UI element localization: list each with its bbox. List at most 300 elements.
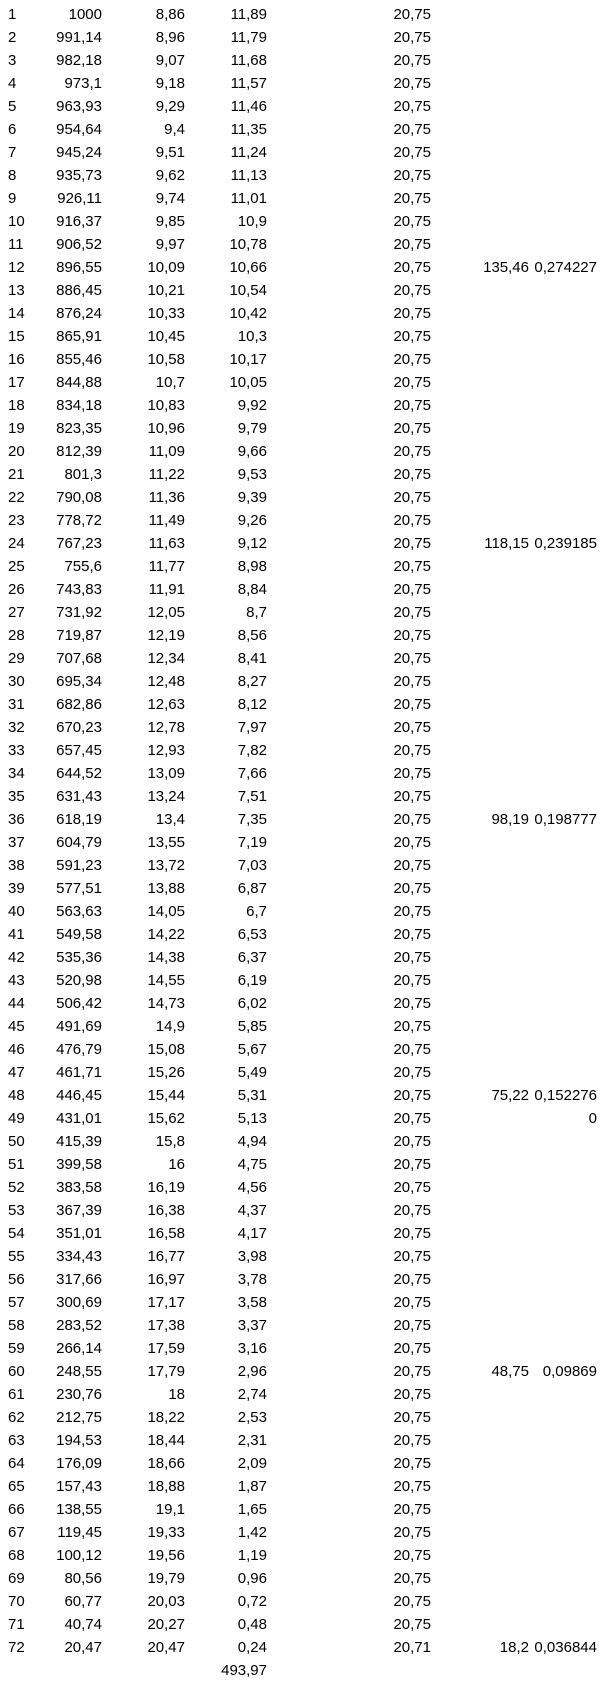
cell-interest[interactable]: 2,09 xyxy=(237,1455,267,1472)
cell-balance[interactable]: 60,77 xyxy=(64,1593,102,1610)
cell-balance[interactable]: 535,36 xyxy=(56,949,102,966)
cell-row-number[interactable]: 53 xyxy=(8,1202,25,1219)
cell-principal[interactable]: 15,62 xyxy=(147,1110,185,1127)
cell-payment[interactable]: 20,75 xyxy=(393,1455,431,1472)
cell-row-number[interactable]: 27 xyxy=(8,604,25,621)
cell-row-number[interactable]: 52 xyxy=(8,1179,25,1196)
cell-row-number[interactable]: 62 xyxy=(8,1409,25,1426)
cell-payment[interactable]: 20,75 xyxy=(393,1202,431,1219)
cell-row-number[interactable]: 15 xyxy=(8,328,25,345)
cell-principal[interactable]: 19,79 xyxy=(147,1570,185,1587)
cell-interest[interactable]: 6,37 xyxy=(237,949,267,966)
cell-payment[interactable]: 20,75 xyxy=(393,121,431,138)
cell-row-number[interactable]: 28 xyxy=(8,627,25,644)
cell-payment[interactable]: 20,75 xyxy=(393,213,431,230)
cell-interest[interactable]: 9,12 xyxy=(237,535,267,552)
cell-sum[interactable]: 98,19 xyxy=(491,811,529,828)
cell-interest[interactable]: 10,78 xyxy=(229,236,267,253)
cell-interest[interactable]: 8,56 xyxy=(237,627,267,644)
cell-row-number[interactable]: 72 xyxy=(8,1639,25,1656)
cell-payment[interactable]: 20,75 xyxy=(393,328,431,345)
cell-payment[interactable]: 20,75 xyxy=(393,834,431,851)
cell-payment[interactable]: 20,75 xyxy=(393,1087,431,1104)
cell-principal[interactable]: 20,27 xyxy=(147,1616,185,1633)
cell-interest[interactable]: 11,89 xyxy=(230,6,267,23)
cell-interest[interactable]: 6,87 xyxy=(237,880,267,897)
cell-balance[interactable]: 731,92 xyxy=(56,604,102,621)
cell-sum[interactable]: 118,15 xyxy=(484,535,529,552)
cell-interest[interactable]: 1,87 xyxy=(237,1478,267,1495)
cell-principal[interactable]: 16,97 xyxy=(147,1271,185,1288)
cell-payment[interactable]: 20,75 xyxy=(393,1386,431,1403)
cell-balance[interactable]: 491,69 xyxy=(56,1018,102,1035)
cell-principal[interactable]: 11,77 xyxy=(148,558,185,575)
cell-balance[interactable]: 20,47 xyxy=(64,1639,102,1656)
cell-row-number[interactable]: 31 xyxy=(8,696,25,713)
cell-balance[interactable]: 461,71 xyxy=(56,1064,102,1081)
cell-balance[interactable]: 506,42 xyxy=(56,995,102,1012)
cell-interest[interactable]: 9,79 xyxy=(237,420,267,437)
cell-payment[interactable]: 20,75 xyxy=(393,857,431,874)
cell-ratio[interactable]: 0,239185 xyxy=(534,535,597,552)
cell-interest[interactable]: 1,42 xyxy=(237,1524,267,1541)
cell-payment[interactable]: 20,71 xyxy=(393,1639,431,1656)
cell-interest[interactable]: 493,97 xyxy=(221,1662,267,1679)
cell-interest[interactable]: 2,74 xyxy=(237,1386,267,1403)
cell-principal[interactable]: 11,91 xyxy=(148,581,185,598)
cell-payment[interactable]: 20,75 xyxy=(393,420,431,437)
cell-payment[interactable]: 20,75 xyxy=(393,259,431,276)
cell-payment[interactable]: 20,75 xyxy=(393,144,431,161)
cell-payment[interactable]: 20,75 xyxy=(393,1524,431,1541)
cell-balance[interactable]: 886,45 xyxy=(56,282,102,299)
cell-payment[interactable]: 20,75 xyxy=(393,604,431,621)
cell-row-number[interactable]: 60 xyxy=(8,1363,25,1380)
cell-payment[interactable]: 20,75 xyxy=(393,1432,431,1449)
cell-row-number[interactable]: 13 xyxy=(8,282,25,299)
cell-sum[interactable]: 135,46 xyxy=(483,259,529,276)
cell-row-number[interactable]: 4 xyxy=(8,75,17,92)
cell-balance[interactable]: 157,43 xyxy=(56,1478,102,1495)
cell-payment[interactable]: 20,75 xyxy=(393,581,431,598)
cell-sum[interactable]: 18,2 xyxy=(499,1639,529,1656)
cell-interest[interactable]: 11,24 xyxy=(230,144,267,161)
cell-row-number[interactable]: 33 xyxy=(8,742,25,759)
cell-row-number[interactable]: 64 xyxy=(8,1455,25,1472)
cell-row-number[interactable]: 16 xyxy=(8,351,25,368)
cell-interest[interactable]: 9,53 xyxy=(237,466,267,483)
cell-balance[interactable]: 1000 xyxy=(68,6,102,23)
cell-interest[interactable]: 6,7 xyxy=(246,903,267,920)
cell-payment[interactable]: 20,75 xyxy=(393,1110,431,1127)
cell-principal[interactable]: 10,33 xyxy=(147,305,185,322)
cell-row-number[interactable]: 12 xyxy=(8,259,25,276)
cell-payment[interactable]: 20,75 xyxy=(393,1547,431,1564)
cell-interest[interactable]: 3,78 xyxy=(237,1271,267,1288)
cell-principal[interactable]: 12,19 xyxy=(147,627,185,644)
cell-principal[interactable]: 8,96 xyxy=(155,29,185,46)
cell-row-number[interactable]: 41 xyxy=(8,926,25,943)
cell-payment[interactable]: 20,75 xyxy=(393,1570,431,1587)
cell-row-number[interactable]: 51 xyxy=(8,1156,25,1173)
cell-payment[interactable]: 20,75 xyxy=(393,1294,431,1311)
cell-principal[interactable]: 16,58 xyxy=(147,1225,185,1242)
cell-payment[interactable]: 20,75 xyxy=(393,466,431,483)
cell-principal[interactable]: 8,86 xyxy=(155,6,185,23)
cell-balance[interactable]: 945,24 xyxy=(56,144,102,161)
cell-balance[interactable]: 844,88 xyxy=(56,374,102,391)
cell-interest[interactable]: 10,3 xyxy=(237,328,267,345)
cell-balance[interactable]: 334,43 xyxy=(56,1248,102,1265)
cell-interest[interactable]: 10,54 xyxy=(229,282,267,299)
cell-balance[interactable]: 695,34 xyxy=(56,673,102,690)
cell-interest[interactable]: 9,66 xyxy=(237,443,267,460)
cell-row-number[interactable]: 10 xyxy=(8,213,25,230)
cell-principal[interactable]: 12,78 xyxy=(147,719,185,736)
cell-principal[interactable]: 12,93 xyxy=(147,742,185,759)
cell-row-number[interactable]: 30 xyxy=(8,673,25,690)
cell-row-number[interactable]: 25 xyxy=(8,558,25,575)
cell-payment[interactable]: 20,75 xyxy=(393,29,431,46)
cell-balance[interactable]: 431,01 xyxy=(56,1110,102,1127)
cell-interest[interactable]: 8,27 xyxy=(237,673,267,690)
cell-payment[interactable]: 20,75 xyxy=(393,397,431,414)
cell-sum[interactable]: 75,22 xyxy=(491,1087,529,1104)
cell-principal[interactable]: 10,58 xyxy=(147,351,185,368)
cell-principal[interactable]: 13,24 xyxy=(147,788,185,805)
cell-principal[interactable]: 9,74 xyxy=(155,190,185,207)
cell-payment[interactable]: 20,75 xyxy=(393,811,431,828)
cell-row-number[interactable]: 45 xyxy=(8,1018,25,1035)
cell-principal[interactable]: 11,22 xyxy=(148,466,185,483)
cell-principal[interactable]: 12,05 xyxy=(147,604,185,621)
cell-balance[interactable]: 367,39 xyxy=(56,1202,102,1219)
cell-principal[interactable]: 14,73 xyxy=(147,995,185,1012)
cell-payment[interactable]: 20,75 xyxy=(393,190,431,207)
cell-row-number[interactable]: 37 xyxy=(8,834,25,851)
cell-payment[interactable]: 20,75 xyxy=(393,167,431,184)
cell-payment[interactable]: 20,75 xyxy=(393,236,431,253)
cell-principal[interactable]: 15,8 xyxy=(155,1133,185,1150)
cell-payment[interactable]: 20,75 xyxy=(393,696,431,713)
cell-principal[interactable]: 9,85 xyxy=(155,213,185,230)
cell-principal[interactable]: 20,03 xyxy=(147,1593,185,1610)
cell-balance[interactable]: 604,79 xyxy=(56,834,102,851)
cell-principal[interactable]: 18,22 xyxy=(147,1409,185,1426)
cell-payment[interactable]: 20,75 xyxy=(393,98,431,115)
cell-principal[interactable]: 14,9 xyxy=(155,1018,185,1035)
cell-principal[interactable]: 19,33 xyxy=(147,1524,185,1541)
cell-interest[interactable]: 0,24 xyxy=(237,1639,267,1656)
cell-principal[interactable]: 17,38 xyxy=(147,1317,185,1334)
cell-principal[interactable]: 15,08 xyxy=(147,1041,185,1058)
cell-interest[interactable]: 8,84 xyxy=(237,581,267,598)
cell-principal[interactable]: 14,05 xyxy=(147,903,185,920)
cell-sum[interactable]: 48,75 xyxy=(491,1363,529,1380)
cell-principal[interactable]: 18 xyxy=(168,1386,185,1403)
cell-principal[interactable]: 15,44 xyxy=(147,1087,185,1104)
cell-row-number[interactable]: 29 xyxy=(8,650,25,667)
cell-payment[interactable]: 20,75 xyxy=(393,1018,431,1035)
cell-row-number[interactable]: 69 xyxy=(8,1570,25,1587)
cell-ratio[interactable]: 0 xyxy=(588,1110,597,1127)
cell-balance[interactable]: 415,39 xyxy=(56,1133,102,1150)
cell-balance[interactable]: 916,37 xyxy=(56,213,102,230)
cell-ratio[interactable]: 0,274227 xyxy=(534,259,597,276)
cell-principal[interactable]: 10,45 xyxy=(147,328,185,345)
cell-balance[interactable]: 755,6 xyxy=(64,558,102,575)
cell-principal[interactable]: 18,88 xyxy=(147,1478,185,1495)
cell-payment[interactable]: 20,75 xyxy=(393,903,431,920)
cell-balance[interactable]: 476,79 xyxy=(56,1041,102,1058)
cell-ratio[interactable]: 0,036844 xyxy=(534,1639,597,1656)
cell-payment[interactable]: 20,75 xyxy=(393,1616,431,1633)
cell-row-number[interactable]: 17 xyxy=(8,374,25,391)
cell-row-number[interactable]: 32 xyxy=(8,719,25,736)
cell-row-number[interactable]: 26 xyxy=(8,581,25,598)
cell-balance[interactable]: 657,45 xyxy=(56,742,102,759)
cell-interest[interactable]: 0,48 xyxy=(237,1616,267,1633)
cell-balance[interactable]: 973,1 xyxy=(64,75,102,92)
cell-interest[interactable]: 11,57 xyxy=(230,75,267,92)
cell-interest[interactable]: 7,03 xyxy=(237,857,267,874)
cell-principal[interactable]: 9,07 xyxy=(155,52,185,69)
cell-balance[interactable]: 935,73 xyxy=(56,167,102,184)
cell-payment[interactable]: 20,75 xyxy=(393,489,431,506)
cell-payment[interactable]: 20,75 xyxy=(393,1041,431,1058)
cell-balance[interactable]: 801,3 xyxy=(64,466,102,483)
cell-payment[interactable]: 20,75 xyxy=(393,1064,431,1081)
cell-balance[interactable]: 138,55 xyxy=(56,1501,102,1518)
cell-interest[interactable]: 5,31 xyxy=(237,1087,267,1104)
cell-row-number[interactable]: 23 xyxy=(8,512,25,529)
cell-interest[interactable]: 9,92 xyxy=(237,397,267,414)
cell-row-number[interactable]: 39 xyxy=(8,880,25,897)
cell-row-number[interactable]: 36 xyxy=(8,811,25,828)
cell-row-number[interactable]: 58 xyxy=(8,1317,25,1334)
cell-row-number[interactable]: 9 xyxy=(8,190,17,207)
cell-principal[interactable]: 13,55 xyxy=(147,834,185,851)
cell-balance[interactable]: 896,55 xyxy=(56,259,102,276)
cell-payment[interactable]: 20,75 xyxy=(393,1409,431,1426)
cell-row-number[interactable]: 50 xyxy=(8,1133,25,1150)
cell-payment[interactable]: 20,75 xyxy=(393,742,431,759)
cell-row-number[interactable]: 2 xyxy=(8,29,17,46)
cell-interest[interactable]: 4,17 xyxy=(237,1225,267,1242)
cell-principal[interactable]: 20,47 xyxy=(147,1639,185,1656)
cell-principal[interactable]: 11,63 xyxy=(148,535,185,552)
cell-interest[interactable]: 1,65 xyxy=(237,1501,267,1518)
cell-payment[interactable]: 20,75 xyxy=(393,1271,431,1288)
cell-row-number[interactable]: 6 xyxy=(8,121,17,138)
cell-payment[interactable]: 20,75 xyxy=(393,1340,431,1357)
cell-interest[interactable]: 6,02 xyxy=(237,995,267,1012)
cell-balance[interactable]: 876,24 xyxy=(56,305,102,322)
cell-balance[interactable]: 100,12 xyxy=(56,1547,102,1564)
cell-interest[interactable]: 10,05 xyxy=(229,374,267,391)
cell-interest[interactable]: 6,53 xyxy=(237,926,267,943)
cell-balance[interactable]: 767,23 xyxy=(56,535,102,552)
cell-row-number[interactable]: 54 xyxy=(8,1225,25,1242)
cell-row-number[interactable]: 48 xyxy=(8,1087,25,1104)
cell-interest[interactable]: 9,26 xyxy=(237,512,267,529)
cell-interest[interactable]: 4,37 xyxy=(237,1202,267,1219)
cell-interest[interactable]: 2,31 xyxy=(237,1432,267,1449)
cell-interest[interactable]: 3,37 xyxy=(237,1317,267,1334)
cell-balance[interactable]: 591,23 xyxy=(56,857,102,874)
cell-principal[interactable]: 16,38 xyxy=(147,1202,185,1219)
cell-interest[interactable]: 4,56 xyxy=(237,1179,267,1196)
cell-principal[interactable]: 14,55 xyxy=(147,972,185,989)
cell-row-number[interactable]: 35 xyxy=(8,788,25,805)
cell-interest[interactable]: 11,46 xyxy=(230,98,267,115)
cell-payment[interactable]: 20,75 xyxy=(393,1179,431,1196)
cell-balance[interactable]: 194,53 xyxy=(56,1432,102,1449)
cell-payment[interactable]: 20,75 xyxy=(393,673,431,690)
cell-principal[interactable]: 17,79 xyxy=(147,1363,185,1380)
cell-balance[interactable]: 790,08 xyxy=(56,489,102,506)
cell-interest[interactable]: 1,19 xyxy=(237,1547,267,1564)
cell-balance[interactable]: 383,58 xyxy=(56,1179,102,1196)
cell-principal[interactable]: 13,88 xyxy=(147,880,185,897)
cell-principal[interactable]: 10,09 xyxy=(147,259,185,276)
cell-interest[interactable]: 0,96 xyxy=(237,1570,267,1587)
cell-interest[interactable]: 11,68 xyxy=(230,52,267,69)
cell-payment[interactable]: 20,75 xyxy=(393,305,431,322)
cell-balance[interactable]: 230,76 xyxy=(56,1386,102,1403)
cell-interest[interactable]: 8,41 xyxy=(237,650,267,667)
cell-payment[interactable]: 20,75 xyxy=(393,1363,431,1380)
cell-principal[interactable]: 11,09 xyxy=(148,443,185,460)
cell-interest[interactable]: 11,01 xyxy=(230,190,267,207)
cell-row-number[interactable]: 7 xyxy=(8,144,17,161)
cell-interest[interactable]: 5,85 xyxy=(237,1018,267,1035)
cell-principal[interactable]: 16,19 xyxy=(147,1179,185,1196)
cell-payment[interactable]: 20,75 xyxy=(393,1501,431,1518)
cell-row-number[interactable]: 46 xyxy=(8,1041,25,1058)
cell-balance[interactable]: 266,14 xyxy=(56,1340,102,1357)
cell-balance[interactable]: 351,01 xyxy=(56,1225,102,1242)
cell-principal[interactable]: 14,22 xyxy=(147,926,185,943)
cell-interest[interactable]: 10,9 xyxy=(237,213,267,230)
cell-principal[interactable]: 9,62 xyxy=(155,167,185,184)
cell-balance[interactable]: 520,98 xyxy=(56,972,102,989)
cell-row-number[interactable]: 5 xyxy=(8,98,17,115)
cell-interest[interactable]: 7,19 xyxy=(237,834,267,851)
cell-balance[interactable]: 855,46 xyxy=(56,351,102,368)
cell-interest[interactable]: 5,13 xyxy=(237,1110,267,1127)
cell-payment[interactable]: 20,75 xyxy=(393,1225,431,1242)
cell-row-number[interactable]: 65 xyxy=(8,1478,25,1495)
cell-row-number[interactable]: 57 xyxy=(8,1294,25,1311)
cell-principal[interactable]: 12,34 xyxy=(147,650,185,667)
cell-principal[interactable]: 9,29 xyxy=(155,98,185,115)
cell-interest[interactable]: 7,97 xyxy=(237,719,267,736)
cell-principal[interactable]: 10,7 xyxy=(155,374,185,391)
cell-row-number[interactable]: 66 xyxy=(8,1501,25,1518)
cell-interest[interactable]: 4,75 xyxy=(237,1156,267,1173)
cell-interest[interactable]: 3,16 xyxy=(237,1340,267,1357)
cell-payment[interactable]: 20,75 xyxy=(393,75,431,92)
cell-balance[interactable]: 963,93 xyxy=(56,98,102,115)
cell-principal[interactable]: 10,21 xyxy=(147,282,185,299)
cell-row-number[interactable]: 49 xyxy=(8,1110,25,1127)
cell-principal[interactable]: 17,17 xyxy=(147,1294,185,1311)
cell-interest[interactable]: 7,51 xyxy=(237,788,267,805)
cell-payment[interactable]: 20,75 xyxy=(393,765,431,782)
cell-balance[interactable]: 865,91 xyxy=(56,328,102,345)
cell-principal[interactable]: 12,63 xyxy=(147,696,185,713)
cell-payment[interactable]: 20,75 xyxy=(393,535,431,552)
cell-interest[interactable]: 3,98 xyxy=(237,1248,267,1265)
cell-payment[interactable]: 20,75 xyxy=(393,719,431,736)
cell-balance[interactable]: 719,87 xyxy=(56,627,102,644)
cell-row-number[interactable]: 21 xyxy=(8,466,25,483)
cell-principal[interactable]: 9,51 xyxy=(155,144,185,161)
cell-row-number[interactable]: 1 xyxy=(8,6,17,23)
cell-payment[interactable]: 20,75 xyxy=(393,443,431,460)
cell-balance[interactable]: 926,11 xyxy=(57,190,102,207)
cell-row-number[interactable]: 3 xyxy=(8,52,17,69)
cell-row-number[interactable]: 71 xyxy=(8,1616,25,1633)
cell-payment[interactable]: 20,75 xyxy=(393,1133,431,1150)
cell-balance[interactable]: 212,75 xyxy=(56,1409,102,1426)
cell-balance[interactable]: 743,83 xyxy=(56,581,102,598)
cell-row-number[interactable]: 8 xyxy=(8,167,17,184)
cell-row-number[interactable]: 38 xyxy=(8,857,25,874)
cell-payment[interactable]: 20,75 xyxy=(393,1248,431,1265)
cell-interest[interactable]: 9,39 xyxy=(237,489,267,506)
cell-interest[interactable]: 8,7 xyxy=(246,604,267,621)
cell-row-number[interactable]: 68 xyxy=(8,1547,25,1564)
cell-row-number[interactable]: 70 xyxy=(8,1593,25,1610)
cell-payment[interactable]: 20,75 xyxy=(393,512,431,529)
cell-row-number[interactable]: 24 xyxy=(8,535,25,552)
cell-principal[interactable]: 12,48 xyxy=(147,673,185,690)
cell-interest[interactable]: 0,72 xyxy=(237,1593,267,1610)
cell-row-number[interactable]: 20 xyxy=(8,443,25,460)
cell-balance[interactable]: 631,43 xyxy=(56,788,102,805)
cell-principal[interactable]: 10,96 xyxy=(147,420,185,437)
cell-payment[interactable]: 20,75 xyxy=(393,926,431,943)
cell-payment[interactable]: 20,75 xyxy=(393,374,431,391)
cell-interest[interactable]: 7,82 xyxy=(237,742,267,759)
cell-balance[interactable]: 834,18 xyxy=(56,397,102,414)
cell-balance[interactable]: 248,55 xyxy=(56,1363,102,1380)
cell-balance[interactable]: 176,09 xyxy=(56,1455,102,1472)
cell-interest[interactable]: 11,13 xyxy=(230,167,267,184)
cell-balance[interactable]: 300,69 xyxy=(56,1294,102,1311)
cell-balance[interactable]: 618,19 xyxy=(56,811,102,828)
cell-interest[interactable]: 7,66 xyxy=(237,765,267,782)
cell-balance[interactable]: 982,18 xyxy=(56,52,102,69)
cell-principal[interactable]: 11,36 xyxy=(148,489,185,506)
cell-payment[interactable]: 20,75 xyxy=(393,650,431,667)
cell-interest[interactable]: 8,98 xyxy=(237,558,267,575)
cell-payment[interactable]: 20,75 xyxy=(393,972,431,989)
cell-principal[interactable]: 13,4 xyxy=(155,811,185,828)
cell-balance[interactable]: 670,23 xyxy=(56,719,102,736)
cell-row-number[interactable]: 56 xyxy=(8,1271,25,1288)
cell-interest[interactable]: 11,35 xyxy=(230,121,267,138)
cell-principal[interactable]: 13,09 xyxy=(147,765,185,782)
cell-balance[interactable]: 446,45 xyxy=(56,1087,102,1104)
cell-row-number[interactable]: 67 xyxy=(8,1524,25,1541)
cell-balance[interactable]: 80,56 xyxy=(64,1570,102,1587)
cell-balance[interactable]: 317,66 xyxy=(56,1271,102,1288)
cell-interest[interactable]: 10,42 xyxy=(229,305,267,322)
cell-row-number[interactable]: 47 xyxy=(8,1064,25,1081)
